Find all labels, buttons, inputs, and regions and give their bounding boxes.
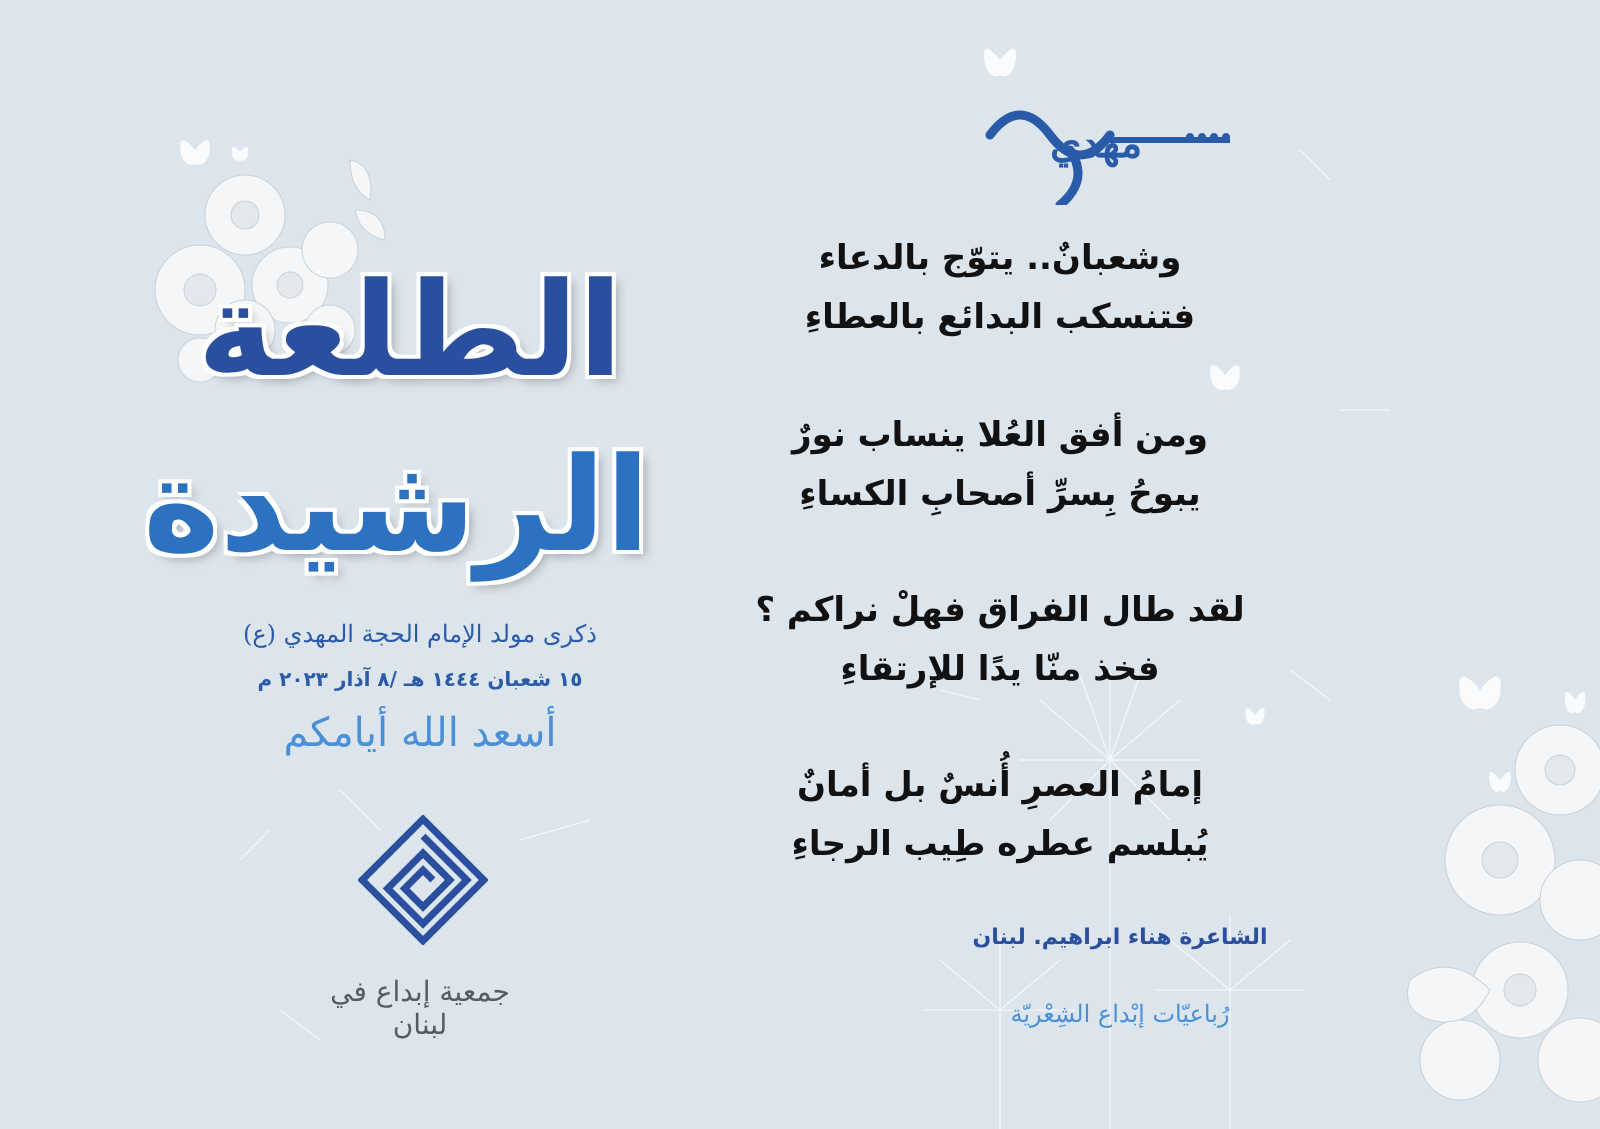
butterfly-icon — [232, 147, 249, 161]
date-text: ١٥ شعبان ١٤٤٤ هـ /٨ آذار ٢٠٢٣ م — [257, 667, 583, 691]
poem-line-8: يُبلسم عطره طِيب الرجاءِ — [791, 824, 1209, 864]
org-name: جمعية إبداع في لبنان — [330, 975, 510, 1041]
dandelion-icon — [1020, 670, 1200, 1129]
series-name: رُباعيّات إبْداع الشِعْريّة — [1010, 1000, 1230, 1028]
calligraphy-logo — [980, 95, 1260, 205]
calligraphy-logo-text: مهدي — [1050, 120, 1143, 167]
kufic-square-logo-icon — [358, 815, 488, 945]
butterfly-icon — [1565, 692, 1586, 713]
butterfly-icon — [1210, 365, 1239, 390]
occasion-text: ذكرى مولد الإمام الحجة المهدي (ع) — [242, 620, 597, 648]
dandelion-icon — [925, 935, 1075, 1129]
title-line-2: الرشيدة — [143, 429, 650, 581]
poet-name: الشاعرة هناء ابراهيم. لبنان — [972, 925, 1268, 950]
poem-line-4: يبوحُ بِسرِّ أصحابِ الكساءِ — [799, 474, 1201, 514]
butterfly-icon — [180, 140, 209, 165]
poem-line-6: فخذ منّا يدًا للإرتقاءِ — [840, 649, 1160, 689]
butterfly-icon — [984, 49, 1016, 77]
greeting-text: أسعد الله أيامكم — [283, 710, 557, 756]
butterfly-icon — [1459, 676, 1501, 709]
poem-line-1: وشعبانٌ.. يتوّج بالدعاء — [818, 238, 1182, 278]
poem-line-7: إمامُ العصرِ أُنسٌ بل أمانٌ — [796, 765, 1204, 805]
butterfly-icon — [1489, 772, 1511, 792]
butterfly-icon — [1245, 708, 1264, 725]
poem-line-5: لقد طال الفراق فهلْ نراكم ؟ — [755, 590, 1245, 630]
title-line-1: الطلعة — [197, 254, 623, 406]
poem-line-2: فتنسكب البدائع بالعطاءِ — [804, 297, 1196, 337]
poem-line-3: ومن أفق العُلا ينساب نورٌ — [792, 415, 1208, 455]
